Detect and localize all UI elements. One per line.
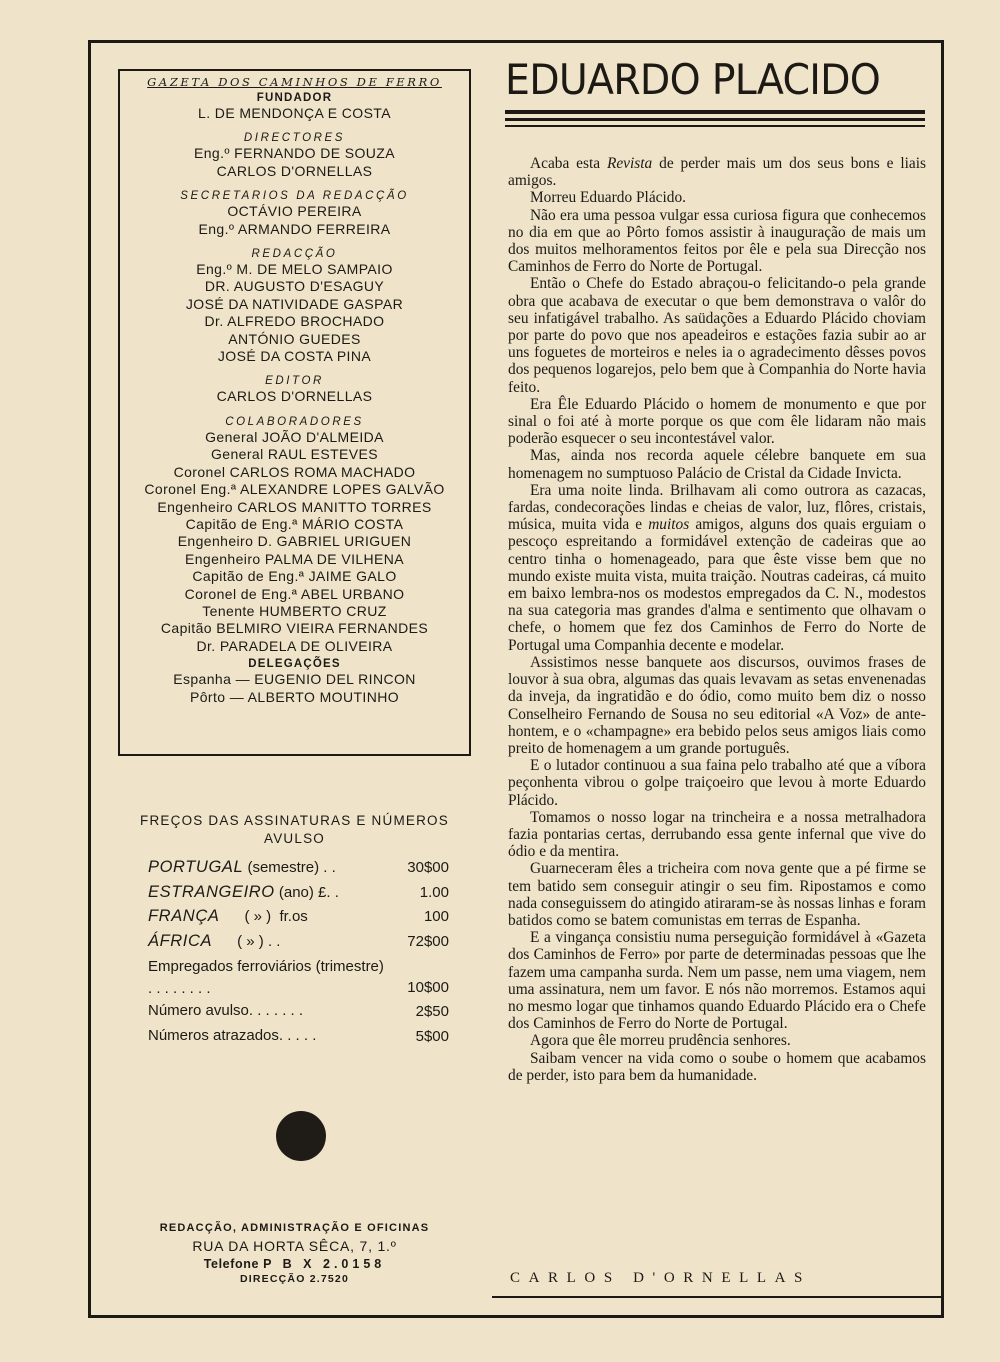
editorial-name: JOSÉ DA COSTA PINA	[217, 348, 372, 365]
address-heading: REDACÇÃO, ADMINISTRAÇÃO E OFICINAS	[159, 1222, 430, 1234]
article-paragraph: Guarneceram êles a tricheira com nova gente que a pé firme se tem batido sem conseguir atingir o seu fim. Ripostamos e como nada conseguissem do atingido atiraram-se às nossas linhas e foram batidos como se batem comunistas em terras de Espanha.	[508, 860, 926, 929]
founder-name: L. DE MENDONÇA E COSTA	[198, 105, 391, 121]
collaborator-name: Coronel CARLOS ROMA MACHADO	[173, 463, 416, 480]
price-value: 1.00	[419, 883, 449, 901]
editorial-name: JOSÉ DA NATIVIDADE GASPAR	[185, 295, 404, 312]
collaborator-name: Engenheiro CARLOS MANITTO TORRES	[157, 498, 432, 515]
collaborator-name: General RAUL ESTEVES	[211, 446, 378, 463]
text-run: de perder mais um dos seus bons e liais amigos.	[508, 155, 926, 190]
headline-rule	[505, 125, 925, 127]
text-run-italic: muitos	[648, 516, 690, 534]
bottom-rule	[492, 1296, 944, 1298]
editor-name: CARLOS D'ORNELLAS	[216, 388, 373, 405]
directors-label: DIRECTORES	[243, 132, 346, 145]
article-body	[508, 155, 926, 1084]
street-address: RUA DA HORTA SÊCA, 7, 1.º	[192, 1238, 397, 1254]
price-detail: (semestre) . .	[243, 859, 336, 876]
address-block	[118, 1222, 471, 1285]
editorial-name: DR. AUGUSTO D'ESAGUY	[204, 278, 385, 295]
collaborators-label: COLABORADORES	[225, 415, 364, 428]
text-run: Acaba esta	[530, 155, 607, 172]
editorial-name: Eng.º M. DE MELO SAMPAIO	[196, 261, 393, 278]
price-value: 5$00	[415, 1027, 449, 1045]
delegation-entry: Pôrto — ALBERTO MOUTINHO	[189, 688, 400, 705]
collaborator-name: Engenheiro PALMA DE VILHENA	[184, 550, 405, 567]
article-paragraph	[508, 482, 926, 654]
price-row	[118, 1025, 471, 1050]
article-paragraph: Tomamos o nosso logar na trincheira e a nossa metralhadora fazia pontarias certas, derrubando essa gente infernal que vive do ódio e da mentira.	[508, 808, 926, 861]
collaborator-name: Capitão de Eng.ª MÁRIO COSTA	[185, 515, 404, 532]
collaborator-name: Coronel Eng.ª ALEXANDRE LOPES GALVÃO	[144, 481, 445, 498]
article-paragraph: E a vingança consistiu numa perseguição formidável à «Gazeta dos Caminhos de Ferro» por parte de determinadas pessoas que lhe fazem uma campanha surda. Nem um passe, nem uma viagem, nem uma assinatura, nem um favor. E nós não morremos. Estamos aqui no mesmo logar que tinhamos quando Eduardo Plácido era o Chefe dos Caminhos de Ferro do Norte de Portugal.	[508, 929, 926, 1033]
editor-label: EDITOR	[265, 375, 324, 388]
publication-title: GAZETA DOS CAMINHOS DE FERRO	[147, 75, 442, 89]
collaborator-name: General JOÃO D'ALMEIDA	[205, 428, 384, 445]
price-detail: (ano) £. .	[274, 883, 339, 901]
price-place: FRANÇA	[148, 907, 220, 925]
article-paragraph: Agora que êle morreu prudência senhores.	[530, 1032, 791, 1050]
price-value: 10$00	[407, 979, 449, 996]
author-signature: CARLOS D'ORNELLAS	[510, 1270, 811, 1286]
article-paragraph	[508, 155, 926, 189]
direction-phone: DIRECÇÃO 2.7520	[239, 1273, 350, 1285]
secretary-name: OCTÁVIO PEREIRA	[227, 203, 362, 220]
article-paragraph: Não era uma pessoa vulgar essa curiosa figura que conhecemos no dia em que ao Pôrto fomos assistir à inauguração de mais um dos muitos melhoramentos feitos por êle e pela sua Direcção nos Caminhos de Ferro do Norte de Portugal.	[508, 206, 926, 276]
director-name: CARLOS D'ORNELLAS	[216, 162, 373, 179]
price-row	[118, 905, 471, 930]
price-detail: Empregados ferroviários (trimestre) . . . . . . . .	[148, 958, 384, 997]
article-paragraph: Era Êle Eduardo Plácido o homem de monumento e que por sinal o foi até à morte porque os que com êle lidaram não mais poderão esquecer o seu incontestável valor.	[508, 395, 926, 448]
price-row	[118, 856, 471, 881]
article-paragraph: Então o Chefe do Estado abraçou-o felicitando-o pela grande obra que acabava de executar o que bem demonstrava o valôr do seu infatigável trabalho. As saüdações a Eduardo Plácido choviam por parte do povo que nos apeadeiros e estações fazia subir ao ar uns foguetes de morteiros e neles ia o agradecimento dêsses povos dos pequenos logarejos, pelo bem que à Companhia do Norte havia feito.	[508, 275, 926, 396]
subscription-prices	[118, 812, 471, 1049]
price-detail: ( » ) fr.os	[219, 908, 308, 925]
collaborator-name: Engenheiro D. GABRIEL URIGUEN	[177, 533, 412, 550]
price-place: ESTRANGEIRO	[148, 882, 275, 901]
text-run-italic: Revista	[606, 155, 653, 172]
article-headline: EDUARDO PLACIDO	[505, 55, 881, 104]
headline-rule	[505, 110, 925, 114]
price-value: 72$00	[407, 932, 449, 950]
prices-title: FREÇOS DAS ASSINATURAS E NÚMEROS AVULSO	[140, 813, 449, 846]
price-row	[118, 930, 471, 955]
price-place: ÁFRICA	[148, 931, 213, 950]
article-paragraph: Mas, ainda nos recorda aquele célebre banquete em sua homenagem no sumptuoso Palácio de Cristal da Cidade Invicta.	[508, 447, 926, 482]
secretaries-label: SECRETARIOS DA REDACÇÃO	[180, 190, 409, 203]
collaborator-name: Dr. PARADELA DE OLIVEIRA	[196, 637, 393, 654]
price-place: PORTUGAL	[148, 858, 244, 876]
price-detail: Números atrazados. . . . .	[148, 1026, 317, 1044]
price-row	[118, 954, 471, 1000]
price-value: 30$00	[407, 859, 449, 876]
price-row	[118, 1000, 471, 1025]
phone-line	[118, 1257, 471, 1271]
editorial-label: REDACÇÃO	[251, 248, 338, 261]
headline-rules	[505, 110, 925, 131]
ink-stamp-mark	[276, 1111, 326, 1161]
collaborator-name: Capitão de Eng.ª JAIME GALO	[192, 568, 397, 585]
collaborator-name: Coronel de Eng.ª ABEL URBANO	[184, 585, 405, 602]
price-detail: ( » ) . .	[212, 932, 281, 950]
price-value: 100	[423, 908, 449, 925]
article-paragraph: E o lutador continuou a sua faina pelo trabalho até que a víbora peçonhenta vibrou o golpe traiçoeiro que levou à morte Eduardo Plácido.	[508, 757, 926, 809]
collaborator-name: Capitão BELMIRO VIEIRA FERNANDES	[160, 620, 429, 637]
delegation-entry: Espanha — EUGENIO DEL RINCON	[173, 671, 416, 688]
delegations-label: DELEGAÇÕES	[248, 658, 341, 671]
price-value: 2$50	[415, 1003, 449, 1020]
article-paragraph: Assistimos nesse banquete aos discursos, ouvimos frases de louvor à sua obra, algumas das quais levavam as setas envenenadas da inveja, da ingratidão e do ódio, como muito bem diz o nosso Conselheiro Fernando de Sousa no seu editorial «A Voz» de ante-hontem, e o «champagne» era bebido pelos seus amigos liais como preito de homenagem a um grande português.	[508, 653, 926, 757]
secretary-name: Eng.º ARMANDO FERREIRA	[198, 220, 391, 237]
editorial-name: ANTÓNIO GUEDES	[228, 330, 361, 347]
collaborator-name: Tenente HUMBERTO CRUZ	[202, 602, 387, 619]
text-run: amigos, alguns dos quais erguiam o pescoço espreitando a formidável extenção de cadeiras que ao centro tinha o homenageado, para que êste visse bem que no mundo existe muita vista, muita traição. Noutras cadeiras, cá muito em baixo lembra-nos os modestos empregados da C. N., modestos na sua categoria mas grandes d'alma e sentimento que olhavam o chefe, o homem que fez dos Caminhos de Ferro do Norte de Portugal uma Companhia decente e modelar.	[508, 516, 926, 654]
price-row	[118, 881, 471, 906]
headline-rule	[505, 118, 925, 121]
masthead-box	[118, 69, 471, 756]
founder-label: FUNDADOR	[256, 92, 333, 104]
text-run: Era uma noite linda. Brilhavam ali como outrora as cazacas, fardas, condecorações lindas e cheias de valor, luz, flôres, cristais, música, muita vida e	[508, 481, 926, 534]
price-detail: Número avulso. . . . . . .	[148, 1002, 304, 1019]
editorial-name: Dr. ALFREDO BROCHADO	[204, 313, 385, 330]
phone-label: Telefone	[203, 1257, 264, 1271]
phone-number: P B X 2.0158	[263, 1257, 386, 1271]
director-name: Eng.º FERNANDO DE SOUZA	[193, 145, 396, 162]
article-paragraph: Saibam vencer na vida como o soube o homem que acabamos de perder, isto para bem da humanidade.	[508, 1049, 926, 1084]
article-paragraph: Morreu Eduardo Plácido.	[530, 189, 687, 207]
